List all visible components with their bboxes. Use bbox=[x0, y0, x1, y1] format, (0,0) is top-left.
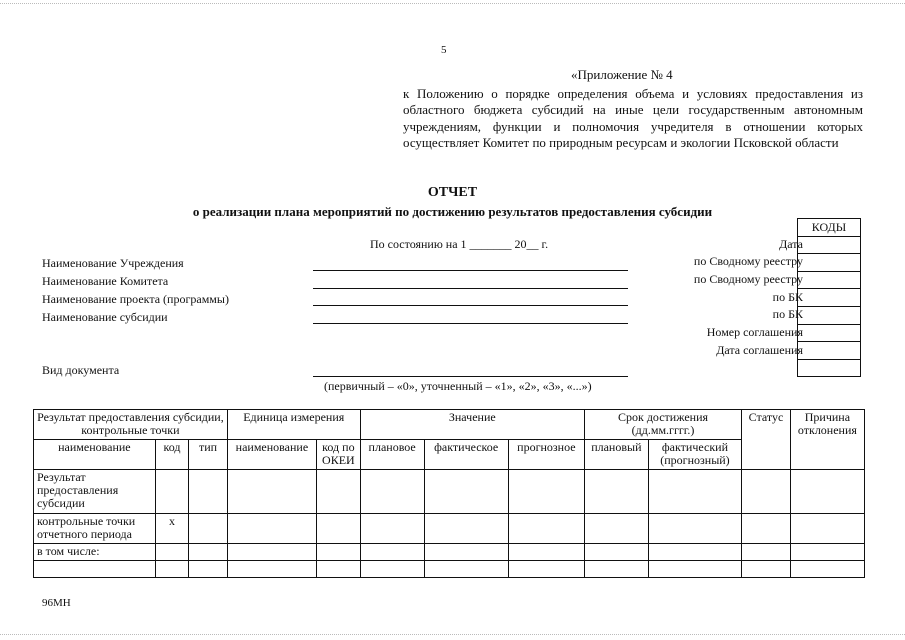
table-cell[interactable] bbox=[189, 514, 228, 544]
subheader-actual: фактическое bbox=[424, 440, 508, 470]
table-cell[interactable] bbox=[508, 470, 584, 514]
subheader-deadline-actual: фактический (прогнозный) bbox=[648, 440, 741, 470]
subheader-okei: код по ОКЕИ bbox=[317, 440, 361, 470]
scan-edge-top bbox=[0, 3, 905, 4]
field-label-project: Наименование проекта (программы) bbox=[42, 292, 229, 306]
code-cell-date[interactable] bbox=[798, 236, 861, 254]
field-line-institution bbox=[313, 270, 628, 271]
table-cell[interactable] bbox=[424, 470, 508, 514]
table-cell[interactable] bbox=[790, 470, 864, 514]
table-cell[interactable] bbox=[360, 514, 424, 544]
code-cell-registry-1[interactable] bbox=[798, 254, 861, 272]
table-cell[interactable] bbox=[360, 561, 424, 578]
table-cell[interactable] bbox=[584, 561, 648, 578]
code-label-registry-2: по Сводному реестру bbox=[693, 272, 803, 286]
appendix-text: к Положению о порядке определения объема и условиях предоставления из областного бюджета субсидий на иные цели государственным автономным учреждениям, функции и полномочия учредителя в отношении которых осуществляет Комитет по природным ресурсам и экологии Псковской области bbox=[403, 86, 863, 150]
field-line-committee bbox=[313, 288, 628, 289]
table-cell[interactable] bbox=[508, 561, 584, 578]
subheader-deadline-planned: плановый bbox=[584, 440, 648, 470]
table-cell[interactable] bbox=[317, 544, 361, 561]
field-line-subsidy bbox=[313, 323, 628, 324]
code-cell-doc-type[interactable] bbox=[798, 359, 861, 377]
doc-type-label: Вид документа bbox=[42, 363, 120, 377]
row-code bbox=[155, 470, 188, 514]
report-title: ОТЧЕТ bbox=[427, 185, 478, 200]
table-cell[interactable] bbox=[742, 470, 791, 514]
field-label-subsidy: Наименование субсидии bbox=[42, 310, 168, 324]
codes-table bbox=[797, 218, 861, 377]
field-line-project bbox=[313, 305, 628, 306]
code-cell-bk-2[interactable] bbox=[798, 306, 861, 324]
table-cell[interactable] bbox=[227, 470, 316, 514]
header-reason: Причина отклонения bbox=[790, 410, 864, 470]
table-cell[interactable] bbox=[648, 544, 741, 561]
table-cell[interactable] bbox=[790, 544, 864, 561]
table-cell[interactable] bbox=[742, 544, 791, 561]
subheader-code: код bbox=[155, 440, 188, 470]
table-row bbox=[34, 514, 865, 544]
table-cell[interactable] bbox=[742, 514, 791, 544]
row-code bbox=[155, 561, 188, 578]
table-cell[interactable] bbox=[189, 470, 228, 514]
field-label-committee: Наименование Комитета bbox=[42, 274, 169, 288]
table-cell[interactable] bbox=[508, 514, 584, 544]
table-cell[interactable] bbox=[584, 544, 648, 561]
code-label-bk-1: по БК bbox=[772, 290, 803, 304]
row-code bbox=[155, 544, 188, 561]
subheader-forecast: прогнозное bbox=[508, 440, 584, 470]
table-cell[interactable] bbox=[648, 561, 741, 578]
code-cell-registry-2[interactable] bbox=[798, 271, 861, 289]
table-cell[interactable] bbox=[424, 561, 508, 578]
table-cell[interactable] bbox=[790, 561, 864, 578]
subheader-unit-name: наименование bbox=[227, 440, 316, 470]
table-cell[interactable] bbox=[424, 514, 508, 544]
code-cell-bk-1[interactable] bbox=[798, 289, 861, 307]
code-label-bk-2: по БК bbox=[772, 307, 803, 321]
page-number: 5 bbox=[441, 44, 447, 56]
subheader-name: наименование bbox=[34, 440, 156, 470]
table-cell[interactable] bbox=[742, 561, 791, 578]
field-label-institution: Наименование Учреждения bbox=[42, 256, 184, 270]
table-cell[interactable] bbox=[424, 544, 508, 561]
row-code: x bbox=[155, 514, 188, 544]
code-label-agreement-date: Дата соглашения bbox=[716, 343, 803, 357]
table-cell[interactable] bbox=[317, 561, 361, 578]
table-cell[interactable] bbox=[227, 514, 316, 544]
codes-header: КОДЫ bbox=[798, 219, 861, 237]
table-cell[interactable] bbox=[317, 514, 361, 544]
table-cell[interactable] bbox=[584, 470, 648, 514]
row-name: в том числе: bbox=[34, 544, 156, 561]
appendix-heading: «Приложение № 4 bbox=[571, 67, 673, 82]
table-cell[interactable] bbox=[790, 514, 864, 544]
row-name: контрольные точки отчетного периода bbox=[34, 514, 156, 544]
doc-type-hint: (первичный – «0», уточненный – «1», «2», «3», «...») bbox=[324, 379, 592, 393]
header-status: Статус bbox=[742, 410, 791, 470]
table-cell[interactable] bbox=[648, 470, 741, 514]
table-cell[interactable] bbox=[189, 561, 228, 578]
table-cell[interactable] bbox=[360, 470, 424, 514]
table-cell[interactable] bbox=[508, 544, 584, 561]
subheader-planned: плановое bbox=[360, 440, 424, 470]
table-cell[interactable] bbox=[189, 544, 228, 561]
code-label-date: Дата bbox=[779, 237, 803, 251]
table-cell[interactable] bbox=[360, 544, 424, 561]
subheader-type: тип bbox=[189, 440, 228, 470]
table-cell[interactable] bbox=[584, 514, 648, 544]
doc-type-line bbox=[313, 376, 628, 377]
table-cell[interactable] bbox=[317, 470, 361, 514]
table-row bbox=[34, 561, 865, 578]
table-row bbox=[34, 470, 865, 514]
header-deadline: Срок достижения (дд.мм.гггг.) bbox=[584, 410, 741, 440]
code-label-agreement-number: Номер соглашения bbox=[706, 325, 803, 339]
code-label-registry-1: по Сводному реестру bbox=[693, 254, 803, 268]
code-cell-agreement-date[interactable] bbox=[798, 342, 861, 360]
header-value: Значение bbox=[360, 410, 584, 440]
report-table bbox=[33, 409, 865, 578]
table-cell[interactable] bbox=[227, 561, 316, 578]
scan-edge-bottom bbox=[0, 634, 905, 635]
as-of-date: По состоянию на 1 _______ 20__ г. bbox=[370, 237, 549, 251]
row-name: Результат предоставления субсидии bbox=[34, 470, 156, 514]
code-cell-agreement-number[interactable] bbox=[798, 324, 861, 342]
header-unit: Единица измерения bbox=[227, 410, 360, 440]
header-result: Результат предоставления субсидии, контрольные точки bbox=[34, 410, 228, 440]
table-cell[interactable] bbox=[648, 514, 741, 544]
table-row bbox=[34, 544, 865, 561]
report-subtitle: о реализации плана мероприятий по достижению результатов предоставления субсидии bbox=[192, 204, 713, 219]
table-cell[interactable] bbox=[227, 544, 316, 561]
row-name bbox=[34, 561, 156, 578]
form-code: 96МН bbox=[42, 597, 71, 609]
